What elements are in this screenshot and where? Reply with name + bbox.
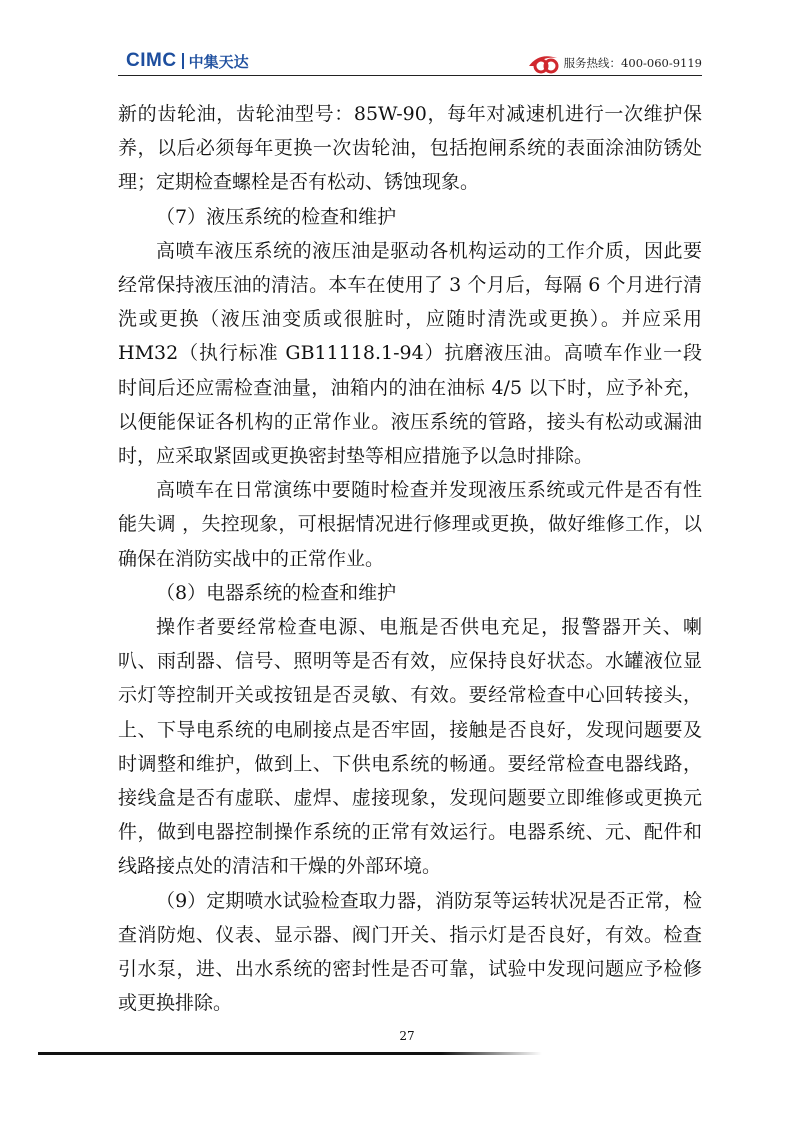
- section-heading-7: （7）液压系统的检查和维护: [156, 205, 397, 228]
- paragraph-hydraulic-oil: 高喷车液压系统的液压油是驱动各机构运动的工作介质，因此要经常保持液压油的清洁。本车在使用了 3 个月后，每隔 6 个月进行清洗或更换（液压油变质或很脏时，应随时清洗或更换）。并应采用 HM32（执行标准 GB11118.1-94）抗磨液压油。高喷车作业一段时间后还应需检查油量，油箱内的油在油标 4/5 以下时，应予补充，以便能保证各机构的正常作业。液压系统的管路，接头有松动或漏油时，应采取紧固或更换密封垫等相应措施予以急时排除。: [118, 239, 702, 468]
- paragraph-hydraulic-inspection: 高喷车在日常演练中要随时检查并发现液压系统或元件是否有性能失调 ，失控现象，可根据情况进行修理或更换，做好维修工作，以确保在消防实战中的正常作业。: [118, 479, 702, 570]
- service-hotline: [527, 52, 702, 74]
- paragraph-electrical: 操作者要经常检查电源、电瓶是否供电充足，报警器开关、喇叭、雨刮器、信号、照明等是否有效，应保持良好状态。水罐液位显示灯等控制开关或按钮是否灵敏、有效。要经常检查中心回转接头，上、下导电系统的电刷接点是否牢固，接触是否良好，发现问题要及时调整和维护，做到上、下供电系统的畅通。要经常检查电器线路，接线盒是否有虚联、虚焊、虚接现象，发现问题要立即维修或更换元件，做到电器控制操作系统的正常有效运行。电器系统、元、配件和线路接点处的清洁和干燥的外部环境。: [118, 616, 702, 878]
- logo-mark-cimc: CIMC: [126, 50, 177, 71]
- logo-chinese-name: 中集天达: [188, 52, 249, 71]
- section-heading-8: （8）电器系统的检查和维护: [156, 581, 397, 604]
- page-header: [118, 46, 702, 76]
- paragraph-spray-test: （9）定期喷水试验检查取力器，消防泵等运转状况是否正常，检查消防炮、仪表、显示器、阀门开关、指示灯是否良好，有效。检查引水泵，进、出水系统的密封性是否可靠，试验中发现问题应予检修或更换排除。: [118, 889, 702, 1015]
- document-body: [118, 97, 702, 1020]
- paragraph-continuation: 新的齿轮油，齿轮油型号：85W-90，每年对减速机进行一次维护保养，以后必须每年更换一次齿轮油，包括抱闸系统的表面涂油防锈处理；定期检查螺栓是否有松动、锈蚀现象。: [118, 103, 702, 194]
- header-divider: [118, 75, 702, 76]
- page-footer: [0, 1022, 794, 1062]
- hotline-text: 服务热线：400-060-9119: [563, 56, 702, 70]
- footer-divider: [38, 1052, 542, 1055]
- company-logo: [126, 50, 249, 72]
- logo-divider: [182, 53, 184, 69]
- company-emblem-icon: [527, 52, 561, 74]
- page-number: 27: [399, 1029, 415, 1043]
